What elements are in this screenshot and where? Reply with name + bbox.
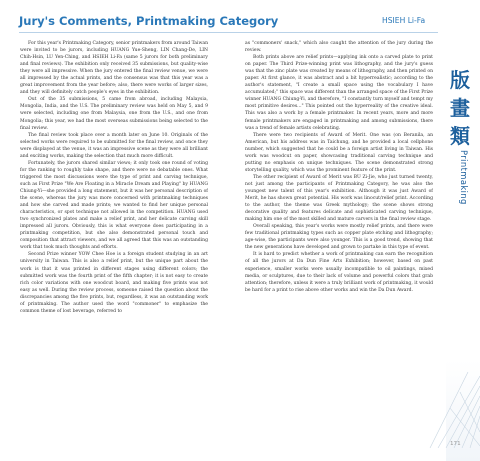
- right-column: [245, 40, 433, 445]
- page-number: 171: [450, 441, 461, 447]
- paragraph: as "commoners' snack," which also caught the attention of the jury during the review.: [245, 41, 433, 54]
- title-divider: [19, 32, 438, 33]
- paragraph: It is hard to predict whether a work of printmaking can earn the recognition of all the jurors at Da Dun Fine Arts Exhibition; however, based on past experience, smaller works were usually incompatible to oil paintings, mixed media, or sculptures, due to their lack of volume and powerful colors that grab attention; therefore, unless it were a truly brilliant work of printmaking, it would be hard for a print to rise above other works and win the Da Dun Award.: [245, 252, 433, 293]
- paragraph: Fortunately, the jurors shared similar views; it only took one round of voting for the ranking to roughly take shape, and there were no debatable ones. What triggered the most discussions were the type of print and carving technique, such as First Prize "We Are Floating in a Miracle Dream and Playing" by HUANG Chiung-Yi—she provided a long statement, but it was her personal description of the scene, whereas the jury was more concerned with printmaking techniques and how she carved and made prints; we wanted to find her unique personal characteristics, or spot technique not allowed in the competition. HUANG used two synchronized plates and make a relief print, and her delicate carving skill impressed all jurors. Obviously, this is what everyone does participating in a printmaking competition, but she also demonstrated personal touch and composition that attract viewers, and we all agreed that this was an outstanding work that took much thoughts and efforts.: [20, 160, 208, 251]
- paragraph: Second Prize winner YOW Chee Hoe is a foreign student studying in an art university in Taiwan. This is also a relief print, but the unique part about the work is that it was printed in different stages using different colors; the submitted work was the fourth print of the fifth chapter; it is not easy to create rich color variations with one woodcut board, and making five prints was not easy as well. During the review process, someone raised the question about the discrepancies among the five prints, but, regardless, it was an outstanding work of printmaking. The author used the word "commoner" to emphasize the common theme of lost beverage, referred to: [20, 252, 208, 314]
- paragraph: Overall speaking, this year's works were mostly relief prints, and there were few traditional printmaking types such as copper plate etching and lithography; age-wise, the participants were also younger. This is a good trend, showing that the new generations have developed and grown to partake in this type of event.: [245, 224, 433, 251]
- paragraph: Both prints above are relief prints—applying ink onto a carved plate to print on paper. The Third Prize-winning print was lithography, and the jury's guess was that the zinc plate was created by means of lithography, and then printed on paper. At first glance, it was abstract and a bit hyperrealistic; according to the author's statement, "I create a small space using the vocabulary I have accumulated;" this space was different than the arranged space of the First Prize winner HUANG Chiung-Yi, and therefore, "I constantly turn myself and tempt my most primitive desires..." This pointed out the hyperreality of the creative ideal. This was also a work by a female printmaker. In recent years, more and more female printmakers are engaged in printmaking and among submissions, there was a trend of female artists celebrating.: [245, 55, 433, 131]
- paragraph: The other recipient of Award of Merit was BU Zi-Jie, who just turned twenty, not just among the participants of Printmaking Category, he was also the youngest new talent of this year's exhibition. Although it was just Award of Merit, he has shown great potential. His work was linocut/relief print. According to the author, the theme was Greek mythology; the scene shows strong decorative quality and features delicate and sophisticated carving technique, making him one of the most skilled and mature carvers in the final review stage.: [245, 174, 433, 223]
- paragraph: Out of the 35 submissions, 5 came from abroad, including Malaysia, Mongolia, India, and the U.S. The preliminary review was held on May 5, and 9 were selected, including one from Malaysia, one from the U.S., and one from Mongolia; this year, we had the most overseas submissions being selected to the final review.: [20, 97, 208, 131]
- paragraph: The final review took place over a month later on June 10. Originals of the selected works were required to be submitted for the final review, and once they were displayed at the venue, it was an impressive scene as they were all brilliant and exciting works, making the selection that much more difficult.: [20, 132, 208, 159]
- category-cjk-label: [445, 66, 475, 150]
- page-title: Jury's Comments, Printmaking Category: [19, 14, 279, 28]
- cjk-char: 畫: [450, 96, 470, 120]
- category-label: Printmaking: [459, 150, 469, 205]
- left-column: [20, 40, 208, 445]
- cjk-char: 類: [450, 124, 470, 148]
- author-name: HSIEH Li-Fa: [382, 16, 426, 25]
- paragraph: There were two recipients of Award of Merit. One was (on Beranila, an American, but his address was in Taichung, and he provided a local cellphone number, which suggested that he could be a foreign artist living in Taiwan. His work was woodcut on paper, showcasing traditional carving technique and putting no emphasis on unique techniques. The scene demonstrated strong storytelling quality, which was the prominent feature of the print.: [245, 132, 433, 173]
- paragraph: For this year's Printmaking Category, senior printmakers from around Taiwan were invited to be jurors, including HUANG Yue-Sheng, LIN Chang-De, LIN Chih-Hsin, LU Yen-Ching, and HSIEH Li-Fa (same 5 jurors for both preliminary and final reviews). The exhibition only received 35 submissions, but quality-wise they were all impressive. When the jury entered the final review venue, we were all impressed by the actual prints, and the consensus was that this year was a great improvement from the year before; also, there were works of larger sizes, and they will definitely catch people's eyes in the exhibition.: [20, 41, 208, 96]
- cjk-char: 版: [450, 68, 470, 92]
